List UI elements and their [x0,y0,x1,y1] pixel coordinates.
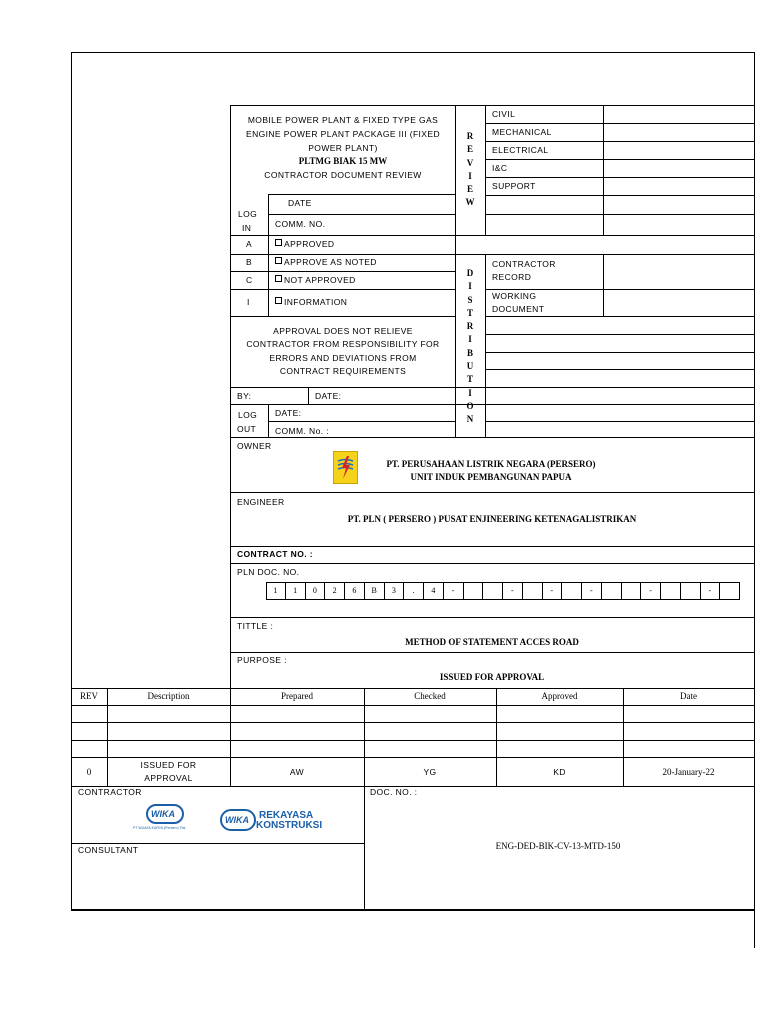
pln-doc-no-box: 4 [424,582,444,599]
status-code-c: C [246,275,253,285]
rev-header: REV [80,691,98,701]
pln-doc-no-box: B [365,582,385,599]
pln-doc-no-box: 1 [286,582,306,599]
prepared-value: AW [289,767,305,777]
log-out-label-line2: OUT [237,424,257,434]
doc-no-label: DOC. NO. : [370,787,418,797]
approved-header: Approved [541,691,578,701]
wika-logo [146,804,184,824]
project-line-1: MOBILE POWER PLANT & FIXED TYPE GAS [247,115,439,125]
checkbox-icon [275,275,282,282]
pln-doc-no-box: 0 [306,582,326,599]
by-label: BY: [237,391,252,401]
status-code-b: B [246,257,253,267]
document-title: METHOD OF STATEMENT ACCES ROAD [405,637,579,647]
status-information[interactable]: INFORMATION [275,297,347,308]
project-name: PLTMG BIAK 15 MW [298,156,388,166]
pln-doc-no-box [464,582,484,599]
distribution-vertical-label: D I S T R I B U T I O N [466,268,474,425]
wika-caption: PT WIJAYA KARYA (Persero) Tbk [133,826,186,830]
project-line-3: POWER PLANT) [308,143,378,153]
review-form-title: CONTRACTOR DOCUMENT REVIEW [264,170,422,180]
working-document-line1: WORKING [492,291,537,301]
title-label: TITTLE : [237,621,274,631]
status-code-i: I [247,297,250,307]
status-approved[interactable]: APPROVED [275,239,334,250]
disclaimer-line-3: ERRORS AND DEVIATIONS FROM [269,353,417,363]
purpose-label: PURPOSE : [237,655,287,665]
description-line-1: ISSUED FOR [140,760,197,770]
log-out-date-label: DATE: [275,408,302,418]
contractor-label: CONTRACTOR [78,787,142,797]
status-code-a: A [246,239,253,249]
log-in-label-line1: LOG [238,209,258,219]
by-date-label: DATE: [315,391,342,401]
working-document-line2: DOCUMENT [492,304,545,314]
prepared-header: Prepared [281,691,313,701]
pln-doc-no-box: - [503,582,523,599]
pln-doc-no-box [681,582,701,599]
disclaimer-line-4: CONTRACT REQUIREMENTS [279,366,407,376]
date-header: Date [680,691,697,701]
pln-doc-no-box: 2 [325,582,345,599]
wika-rekayasa-logo-text: WIKA [225,815,249,825]
log-in-label-line2: IN [242,223,252,233]
consultant-label: CONSULTANT [78,845,139,855]
pln-doc-no-box: 1 [266,582,286,599]
pln-doc-no-box [720,582,740,599]
date-value: 20-January-22 [662,767,715,777]
log-in-comm-label: COMM. NO. [275,219,326,229]
pln-doc-no-box: - [444,582,464,599]
discipline-mechanical: MECHANICAL [492,127,552,137]
pln-logo-icon [333,451,358,484]
owner-company-name: PT. PERUSAHAAN LISTRIK NEGARA (PERSERO) [386,459,596,469]
pln-doc-no-box: . [404,582,424,599]
pln-doc-no-box [661,582,681,599]
discipline-support: SUPPORT [492,181,536,191]
engineer-company-name: PT. PLN ( PERSERO ) PUSAT ENJINEERING KETENAGALISTRIKAN [347,514,637,524]
description-line-2: APPROVAL [144,773,193,783]
pln-doc-no-box: 6 [345,582,365,599]
disclaimer-line-2: CONTRACTOR FROM RESPONSIBILITY FOR [246,339,440,349]
checked-header: Checked [414,691,446,701]
contractor-record-line1: CONTRACTOR [492,259,556,269]
purpose-value: ISSUED FOR APPROVAL [439,672,545,682]
review-vertical-label: R E V I E W [465,131,475,208]
pln-doc-no-box [602,582,622,599]
doc-no-value: ENG-DED-BIK-CV-13-MTD-150 [495,841,621,851]
pln-doc-no-box: - [582,582,602,599]
pln-doc-no-box [483,582,503,599]
log-out-label-line1: LOG [238,410,258,420]
konstruksi-text: KONSTRUKSI [256,820,323,831]
pln-doc-no-box: - [543,582,563,599]
log-out-comm-label: COMM. No. : [275,426,329,436]
contract-no-label: CONTRACT NO. : [237,549,313,559]
log-in-date-label: DATE [288,198,312,208]
pln-doc-no-label: PLN DOC. NO. [237,567,300,577]
approved-value: KD [553,767,566,777]
pln-doc-no-box: - [701,582,721,599]
checkbox-icon [275,239,282,246]
discipline-ic: I&C [492,163,508,173]
checkbox-icon [275,257,282,264]
engineer-label: ENGINEER [237,497,285,507]
owner-label: OWNER [237,441,272,451]
pln-doc-no-box [523,582,543,599]
wika-logo-text: WIKA [151,809,175,819]
discipline-civil: CIVIL [492,109,516,119]
pln-doc-no-box [622,582,642,599]
rekayasa-text: REKAYASA [259,810,314,821]
rev-value: 0 [86,767,92,777]
status-not-approved[interactable]: NOT APPROVED [275,275,356,286]
project-line-2: ENGINE POWER PLANT PACKAGE III (FIXED [246,129,440,139]
pln-doc-no-box [562,582,582,599]
status-approve-as-noted[interactable]: APPROVE AS NOTED [275,257,377,268]
pln-doc-no-box: - [641,582,661,599]
checkbox-icon [275,297,282,304]
lightning-icon [334,452,357,483]
pln-doc-no-box: 3 [385,582,405,599]
disclaimer-line-1: APPROVAL DOES NOT RELIEVE [273,326,413,336]
checked-value: YG [423,767,437,777]
discipline-electrical: ELECTRICAL [492,145,549,155]
description-header: Description [147,691,190,701]
wika-rekayasa-logo [220,809,256,831]
owner-unit-name: UNIT INDUK PEMBANGUNAN PAPUA [410,472,572,482]
contractor-record-line2: RECORD [492,272,532,282]
